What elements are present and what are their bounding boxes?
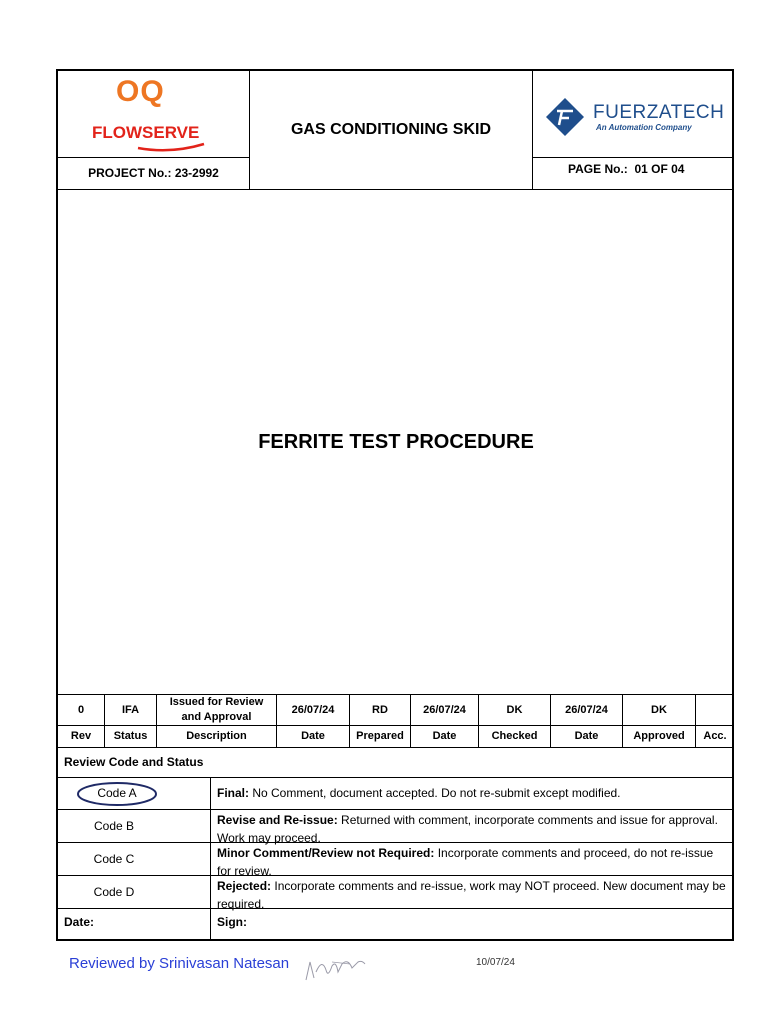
page-no: PAGE No.: 01 OF 04: [568, 162, 685, 176]
date-prepared-cell: 26/07/24: [277, 695, 350, 726]
approved-header: Approved: [623, 726, 696, 748]
status-header: Status: [105, 726, 157, 748]
code-c-description: [211, 843, 734, 876]
title-cell: [250, 71, 533, 190]
description-cell: Issued for Review and Approval: [157, 695, 277, 726]
handwritten-signature: [302, 950, 368, 984]
project-title: GAS CONDITIONING SKID: [290, 121, 491, 138]
date-approved-cell: 26/07/24: [551, 695, 623, 726]
prepared-header: Prepared: [350, 726, 411, 748]
oq-logo: OQ: [116, 75, 165, 108]
code-c-label: Code C: [93, 851, 135, 866]
code-a-cell: [58, 778, 211, 810]
document-title: FERRITE TEST PROCEDURE: [258, 430, 534, 453]
code-c-status: Minor Comment/Review not Required:: [217, 846, 435, 860]
page-no-cell: [533, 158, 734, 190]
document-frame: [56, 69, 734, 941]
reviewed-by-stamp: Reviewed by Srinivasan Natesan: [69, 955, 290, 972]
status-cell: IFA: [105, 695, 157, 726]
checked-cell: DK: [479, 695, 551, 726]
fuerzatech-logo-icon: [545, 97, 585, 137]
code-b-label: Code B: [93, 818, 135, 833]
project-no: PROJECT No.: 23-2992: [88, 166, 219, 180]
flowserve-logo: FLOWSERVE: [92, 123, 200, 142]
code-d-label: Code D: [93, 884, 135, 899]
code-b-status: Revise and Re-issue:: [217, 813, 338, 827]
flowserve-swoosh: [136, 142, 206, 152]
stamp-date: 10/07/24: [476, 957, 515, 968]
code-b-text: Returned with comment, incorporate comments and issue for approval. Work may proceed.: [217, 813, 718, 845]
checked-header: Checked: [479, 726, 551, 748]
code-b-description: [211, 810, 734, 843]
code-d-cell: [58, 876, 211, 909]
rev-header: Rev: [58, 726, 105, 748]
description-header: Description: [157, 726, 277, 748]
sign-field-cell: [211, 909, 734, 941]
date-label: Date:: [64, 915, 95, 929]
rev-cell: 0: [58, 695, 105, 726]
review-heading-cell: [58, 748, 734, 778]
client-logo-cell: [58, 71, 250, 158]
fuerzatech-tagline: An Automation Company: [596, 123, 692, 132]
review-heading: Review Code and Status: [64, 755, 204, 769]
code-c-cell: [58, 843, 211, 876]
project-no-cell: [58, 158, 250, 190]
code-a-label: Code A: [97, 786, 137, 800]
code-c-text: Incorporate comments and proceed, do not re-issue for review.: [217, 846, 714, 878]
acc-cell: [696, 695, 734, 726]
code-a-status: Final:: [217, 786, 249, 800]
vendor-logo-cell: [533, 71, 734, 158]
prepared-cell: RD: [350, 695, 411, 726]
fuerzatech-name: FUERZATECH: [593, 102, 725, 123]
date-checked-cell: 26/07/24: [411, 695, 479, 726]
code-a-text: No Comment, document accepted. Do not re-submit except modified.: [249, 786, 621, 800]
approved-cell: DK: [623, 695, 696, 726]
date-header: Date: [277, 726, 350, 748]
date-field-cell: [58, 909, 211, 941]
code-d-status: Rejected:: [217, 879, 272, 893]
code-d-description: [211, 876, 734, 909]
code-b-cell: [58, 810, 211, 843]
sign-label: Sign:: [217, 915, 247, 929]
date-header: Date: [551, 726, 623, 748]
date-header: Date: [411, 726, 479, 748]
code-a-description: [211, 778, 734, 810]
document-title-area: [58, 190, 734, 695]
code-d-text: Incorporate comments and re-issue, work may NOT proceed. New document may be required.: [217, 879, 726, 911]
acc-header: Acc.: [696, 726, 734, 748]
